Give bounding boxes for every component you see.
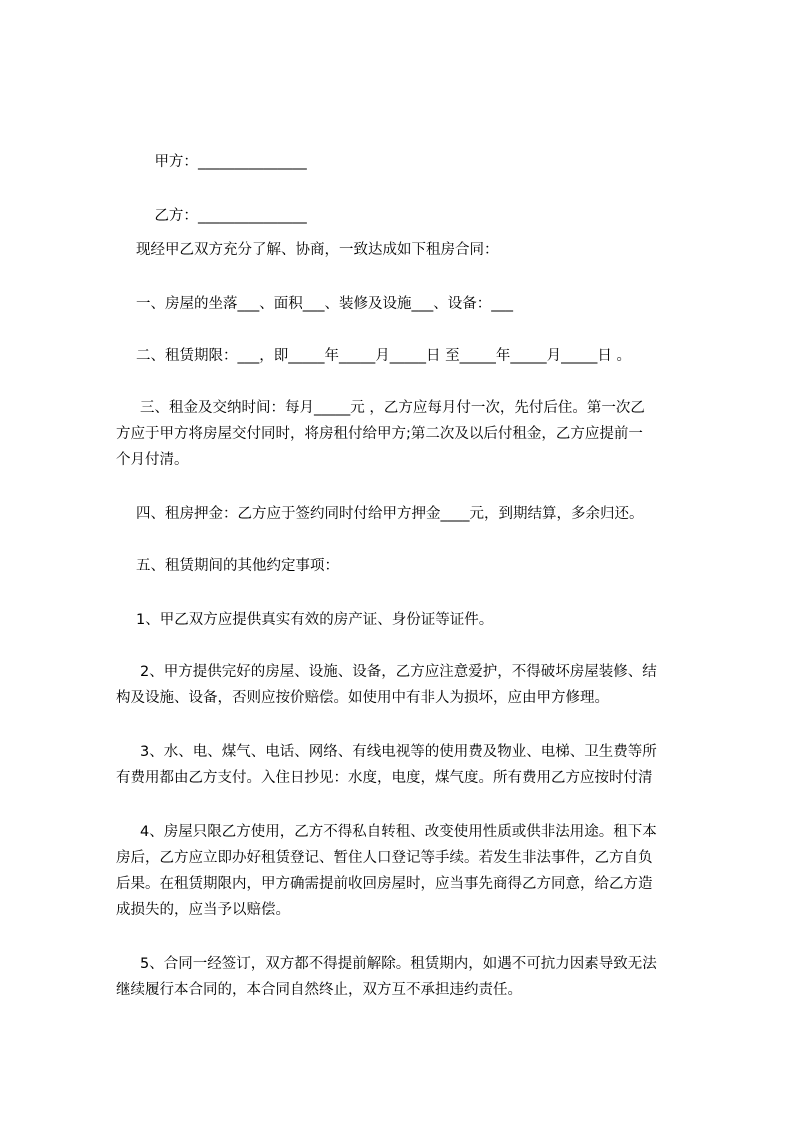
party-a-line xyxy=(136,132,307,170)
clause-3-line-1: 三、租金及交纳时间：每月_____元 ，乙方应每月付一次，先付后住。第一次乙 xyxy=(140,400,645,416)
clause-1: 一、房屋的坐落___、面积___、装修及设施___、设备：___ xyxy=(136,296,513,312)
clause-3-line-2: 方应于甲方将房屋交付同时，将房租付给甲方;第二次及以后付租金，乙方应提前一 xyxy=(116,426,643,442)
item-5-line-2: 继续履行本合同的，本合同自然终止，双方互不承担违约责任。 xyxy=(116,982,522,998)
party-a-label: 甲方： xyxy=(154,154,198,170)
item-3-line-1: 3、水、电、煤气、电话、网络、有线电视等的使用费及物业、电梯、卫生费等所 xyxy=(140,744,657,760)
item-2-line-2: 构及设施、设备，否则应按价赔偿。如使用中有非人为损坏，应由甲方修理。 xyxy=(116,690,609,706)
item-4-line-2: 房后，乙方应立即办好租赁登记、暂住人口登记等手续。若发生非法事件，乙方自负 xyxy=(116,850,653,866)
party-b-blank: _______________ xyxy=(197,208,307,224)
item-3-line-2: 有费用都由乙方支付。入住日抄见：水度，电度，煤气度。所有费用乙方应按时付清 xyxy=(116,770,653,786)
party-a-blank: _______________ xyxy=(197,154,307,170)
item-4-line-3: 后果。在租赁期限内，甲方确需提前收回房屋时，应当事先商得乙方同意，给乙方造 xyxy=(116,876,653,892)
clause-3-line-3: 个月付清。 xyxy=(116,452,189,468)
item-4-line-4: 成损失的，应当予以赔偿。 xyxy=(116,902,290,918)
item-1: 1、甲乙双方应提供真实有效的房产证、身份证等证件。 xyxy=(136,612,494,628)
item-4-line-1: 4、房屋只限乙方使用，乙方不得私自转租、改变使用性质或供非法用途。租下本 xyxy=(140,824,657,840)
item-5-line-1: 5、合同一经签订，双方都不得提前解除。租赁期内，如遇不可抗力因素导致无法 xyxy=(140,956,657,972)
party-b-label: 乙方： xyxy=(154,208,198,224)
clause-5: 五、租赁期间的其他约定事项： xyxy=(136,558,339,574)
item-2-line-1: 2、甲方提供完好的房屋、设施、设备，乙方应注意爱护，不得破坏房屋装修、结 xyxy=(140,664,657,680)
clause-2: 二、租赁期限：___，即_____年_____月_____日 至_____年_____月_____日 。 xyxy=(136,348,631,364)
party-b-line xyxy=(136,186,307,224)
intro-paragraph: 现经甲乙双方充分了解、协商，一致达成如下租房合同： xyxy=(136,242,499,258)
clause-4: 四、租房押金：乙方应于签约同时付给甲方押金____元，到期结算，多余归还。 xyxy=(136,506,644,522)
